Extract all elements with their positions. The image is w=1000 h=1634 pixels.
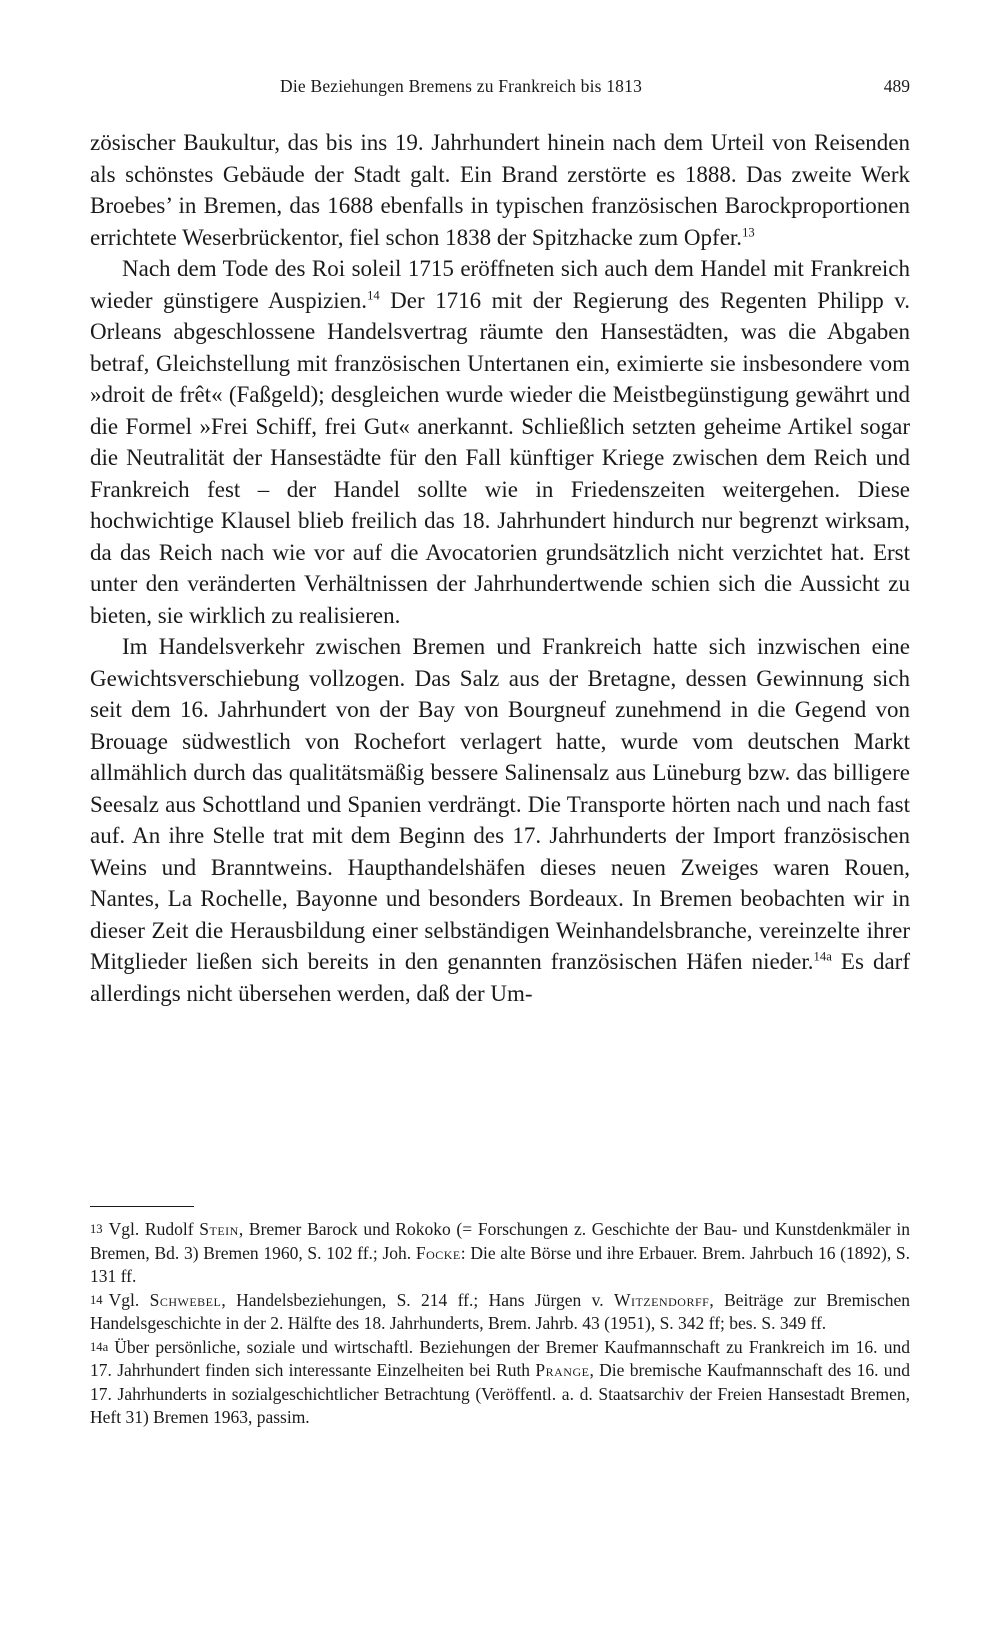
paragraph-continued [90, 127, 910, 253]
footnote-text: , Beiträge zur Bremischen Handelsgeschichte in der 2. Hälfte des 18. Jahrhunderts, Brem. Jahrb. 43 (1951), S. 342 ff; bes. S. 349 ff. [90, 1289, 910, 1333]
footnote-ref: 14a [813, 949, 832, 964]
author-name: Schwebel [149, 1289, 222, 1310]
paragraph-text: Der 1716 mit der Regierung des Regenten Philipp v. Orleans abgeschlossene Handelsvertrag räumte den Hansestädten, was die Abgaben betraf, Gleichstellung mit französischen Untertanen ein, eximierte sie insbesondere vom »droit de frêt« (Faßgeld); desgleichen wurde wieder die Meistbegünstigung gewährt und die Formel »Frei Schiff, frei Gut« anerkannt. Schließlich setzten geheime Artikel sogar die Neutralität der Hansestädte für den Fall künftiger Kriege zwischen dem Reich und Frankreich fest – der Handel sollte wie in Friedenszeiten weitergehen. Diese hochwichtige Klausel blieb freilich das 18. Jahrhundert hindurch nur begrenzt wirksam, da das Reich nach wie vor auf die Avocatorien grundsätzlich nicht verzichtet hat. Erst unter den veränderten Verhältnissen der Jahrhundertwende schien sich die Aussicht zu bieten, sie wirklich zu realisieren. [90, 287, 910, 628]
footnote-text: Vgl. Rudolf [108, 1219, 200, 1239]
footnote-ref: 13 [742, 224, 755, 239]
author-name: Stein [199, 1219, 239, 1239]
footnote-text: Vgl. [108, 1289, 150, 1310]
paragraph-text: zösischer Baukultur, das bis ins 19. Jahrhundert hinein nach dem Urteil von Reisenden als schönstes Gebäude der Stadt galt. Ein Brand zerstörte es 1888. Das zweite Werk Broebes’ in Bremen, das 1688 ebenfalls in typischen französischen Barockproportionen errichtete Weserbrückentor, fiel schon 1838 der Spitzhacke zum Opfer. [90, 130, 910, 250]
footnote-ref: 14 [367, 287, 380, 302]
paragraph-text: Es darf allerdings nicht übersehen werden, daß der Um- [90, 949, 910, 1006]
author-name: Prange [535, 1360, 590, 1380]
author-name: Focke [415, 1242, 461, 1263]
footnote-number: 14a [90, 1339, 109, 1354]
footnote-number: 13 [90, 1222, 103, 1236]
footnote-text: , Die bremische Kaufmannschaft des 16. und 17. Jahrhunderts in sozialgeschichtlicher Betrachtung (Veröffentl. a. d. Staatsarchiv der Freien Hansestadt Bremen, Heft 31) Bremen 1963, passim. [90, 1360, 911, 1427]
main-text [90, 127, 910, 1009]
paragraph [90, 253, 910, 631]
footnote-text: , Bremer Barock und Rokoko (= Forschungen z. Geschichte der Bau- und Kunstdenkmäler in Bremen, Bd. 3) Bremen 1960, S. 102 ff.; Joh. [90, 1219, 910, 1263]
footnote-text: : Die alte Börse und ihre Erbauer. Brem. Jahrbuch 16 (1892), S. 131 ff. [90, 1242, 911, 1286]
author-name: Witzendorff [613, 1289, 710, 1310]
paragraph-text: Nach dem Tode des Roi soleil 1715 eröffneten sich auch dem Handel mit Frankreich wieder günstigere Auspizien. [90, 256, 910, 313]
footnote-text: , Handelsbeziehungen, S. 214 ff.; Hans Jürgen v. [221, 1289, 614, 1310]
footnote-text: Über persönliche, soziale und wirtschaftl. Beziehungen der Bremer Kaufmannschaft zu Frankreich im 16. und 17. Jahrhundert finden sich interessante Einzelheiten bei Ruth [90, 1336, 910, 1380]
footnote [90, 1336, 910, 1430]
footnote-divider [90, 1206, 194, 1207]
footnotes [90, 1218, 910, 1430]
footnote [90, 1289, 910, 1336]
running-title: Die Beziehungen Bremens zu Frankreich bis 1813 [280, 76, 643, 96]
footnote-number: 14 [90, 1292, 103, 1307]
paragraph [90, 631, 910, 1009]
running-head [90, 76, 910, 106]
paragraph-text: Im Handelsverkehr zwischen Bremen und Frankreich hatte sich inzwischen eine Gewichtsverschiebung vollzogen. Das Salz aus der Bretagne, dessen Gewinnung sich seit dem 16. Jahrhundert von der Bay von Bourgneuf zunehmend in die Gegend von Brouage südwestlich von Rochefort verlagert hatte, wurde vom deutschen Markt allmählich durch das qualitätsmäßig bessere Salinensalz aus Lüneburg bzw. das billigere Seesalz aus Schottland und Spanien verdrängt. Die Transporte hörten nach und nach fast auf. An ihre Stelle trat mit dem Beginn des 17. Jahrhunderts der Import französischen Weins und Branntweins. Haupthandelshäfen dieses neuen Zweiges waren Rouen, Nantes, La Rochelle, Bayonne und besonders Bordeaux. In Bremen beobachten wir in dieser Zeit die Herausbildung einer selbständigen Weinhandelsbranche, vereinzelte ihrer Mitglieder ließen sich bereits in den genannten französischen Häfen nieder. [90, 634, 910, 974]
footnote [90, 1218, 910, 1289]
page-number: 489 [883, 76, 910, 96]
